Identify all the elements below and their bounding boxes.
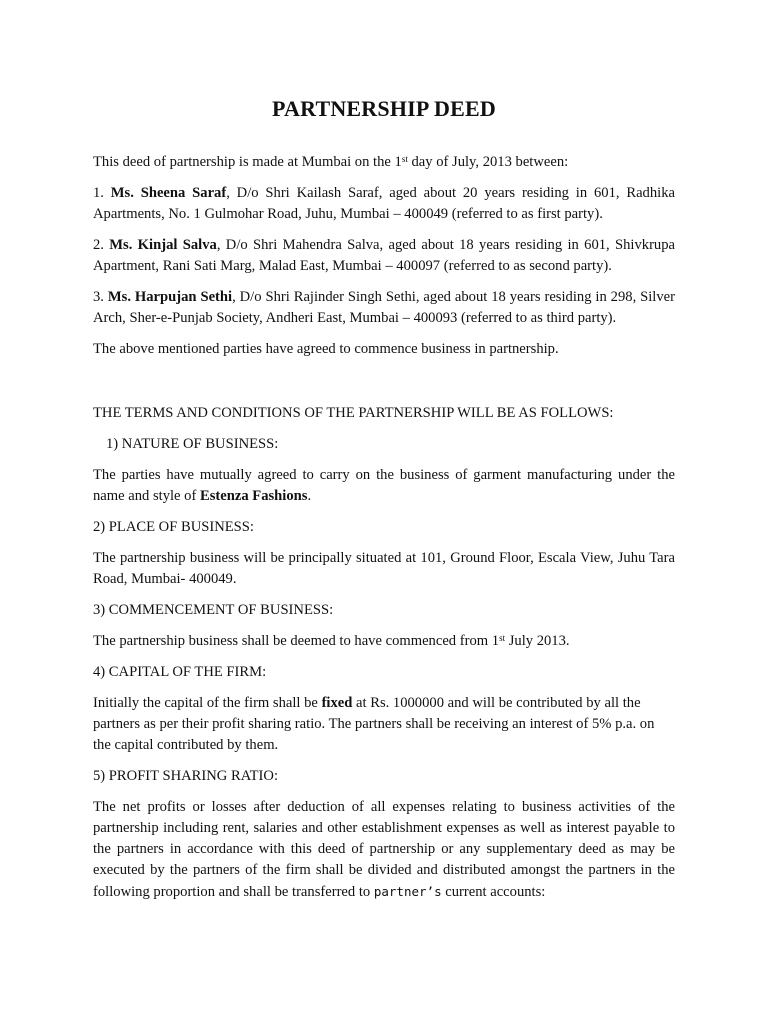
place-heading: 2) PLACE OF BUSINESS:: [93, 519, 254, 535]
agreement-paragraph: The above mentioned parties have agreed to commence business in partnership.: [93, 341, 559, 357]
nature-text: The parties have mutually agreed to carry on the business of garment manufacturing under the name and style of: [93, 467, 675, 504]
commencement-paragraph: [93, 631, 675, 652]
party-1-paragraph: [93, 183, 675, 225]
profit-heading: 5) PROFIT SHARING RATIO:: [93, 768, 279, 784]
profit-text-before: The net profits or losses after deduction of all expenses relating to business activities of the partnership including rent, salaries and other establishment expenses as well as interest payable to the partners in accordance with this deed of partnership or any supplementary deed as may be executed by the partners of the firm shall be divided and distributed amongst the partners in the following proportion and shall be transferred to: [93, 799, 675, 900]
party-1-details: , D/o Shri Kailash Saraf, aged about 20 years residing in 601, Radhika Apartments, No. 1 Gulmohar Road, Juhu, Mumbai – 400049 (referred to as first party).: [93, 185, 675, 222]
party-3-name: Ms. Harpujan Sethi: [107, 289, 233, 305]
partners-word: partner’s: [373, 884, 442, 899]
party-2-details: , D/o Shri Mahendra Salva, aged about 18 years residing in 601, Shivkrupa Apartment, Rani Sati Marg, Malad East, Mumbai – 400097 (referred to as second party).: [93, 237, 675, 274]
profit-text-after: current accounts:: [441, 884, 546, 900]
nature-text-end: .: [307, 488, 312, 504]
document-body: [93, 152, 675, 913]
party-2-number: 2.: [93, 237, 110, 253]
commencement-superscript: st: [499, 633, 506, 643]
capital-paragraph: [93, 693, 675, 756]
capital-fixed-word: fixed: [321, 695, 353, 711]
section-gap: [93, 370, 675, 403]
terms-heading: THE TERMS AND CONDITIONS OF THE PARTNERSHIP WILL BE AS FOLLOWS:: [93, 405, 614, 421]
firm-name: Estenza Fashions: [200, 488, 308, 504]
place-paragraph: The partnership business will be principally situated at 101, Ground Floor, Escala View, Juhu Tara Road, Mumbai- 400049.: [93, 550, 675, 587]
party-2-name: Ms. Kinjal Salva: [109, 237, 217, 253]
nature-paragraph: [93, 465, 675, 507]
capital-heading: 4) CAPITAL OF THE FIRM:: [93, 664, 267, 680]
nature-heading: 1) NATURE OF BUSINESS:: [106, 436, 279, 452]
profit-paragraph: [93, 797, 675, 903]
party-3-paragraph: [93, 287, 675, 329]
intro-paragraph: [93, 152, 675, 173]
capital-text-after: at Rs. 1000000 and will be contributed by all the partners as per their profit sharing ratio. The partners shall be receiving an interest of 5% p.a. on the capital contributed by them.: [93, 695, 655, 753]
commencement-text-before: The partnership business shall be deemed to have commenced from 1: [93, 633, 500, 649]
party-3-details: , D/o Shri Rajinder Singh Sethi, aged about 18 years residing in 298, Silver Arch, Sher-e-Punjab Society, Andheri East, Mumbai – 400093 (referred to as third party).: [93, 289, 676, 326]
party-1-name: Ms. Sheena Saraf: [110, 185, 227, 201]
commencement-heading: 3) COMMENCEMENT OF BUSINESS:: [93, 602, 334, 618]
party-1-number: 1.: [93, 185, 111, 201]
document-title: PARTNERSHIP DEED: [272, 96, 496, 121]
intro-text-before: This deed of partnership is made at Mumbai on the 1: [93, 154, 402, 170]
intro-superscript: st: [401, 154, 408, 164]
capital-text-before: Initially the capital of the firm shall be: [93, 695, 322, 711]
party-2-paragraph: [93, 235, 675, 277]
party-3-number: 3.: [93, 289, 108, 305]
commencement-text-after: July 2013.: [505, 633, 570, 649]
intro-text-after: day of July, 2013 between:: [407, 154, 569, 170]
